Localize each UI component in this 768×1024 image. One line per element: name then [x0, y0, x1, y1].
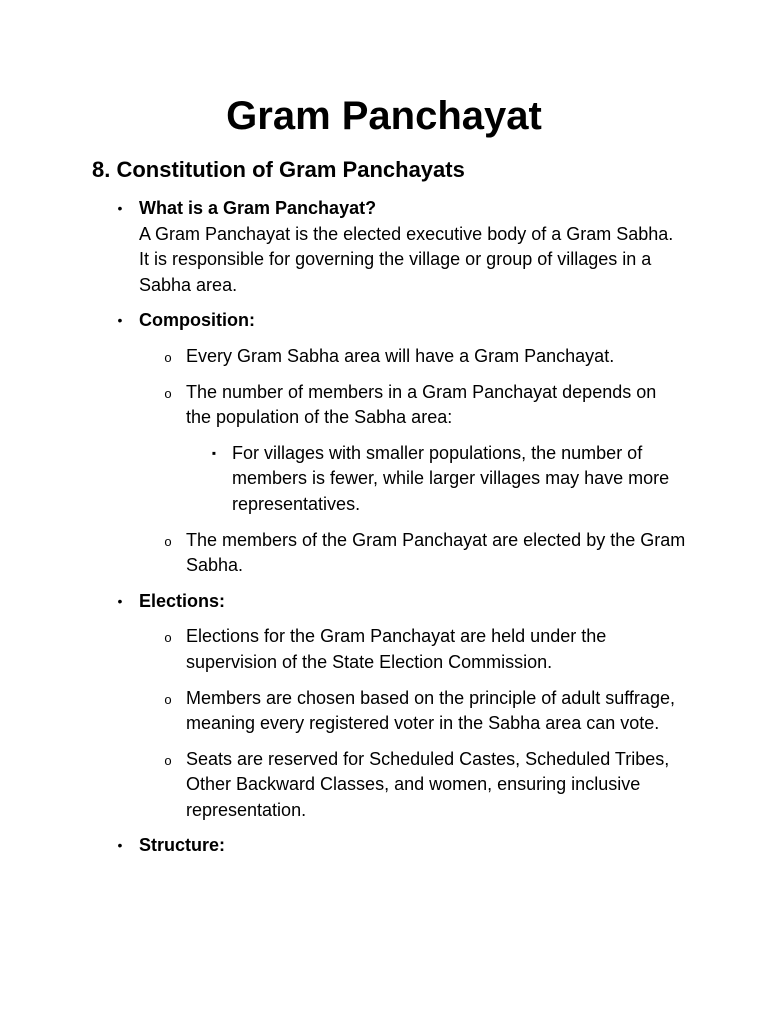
- bullet-icon: •: [117, 312, 123, 329]
- sub-list-item: [164, 624, 686, 675]
- page-title: Gram Panchayat: [226, 94, 542, 138]
- item-label: Composition:: [139, 310, 255, 331]
- item-label: Structure:: [139, 835, 226, 856]
- sub-list-item: [164, 747, 686, 824]
- bullet-icon: •: [117, 837, 123, 854]
- item-label: Elections:: [139, 590, 226, 611]
- sub-item-text: The number of members in a Gram Panchayat depends on the population of the Sabha area:: [186, 381, 657, 428]
- item-label: What is a Gram Panchayat?: [139, 198, 377, 218]
- sub-sub-list-item: [211, 441, 682, 518]
- sub-item-text: Seats are reserved for Scheduled Castes, Scheduled Tribes, Other Backward Classes, and women, ensuring inclusive representation.: [186, 748, 670, 820]
- bullet-icon: •: [117, 592, 123, 609]
- sub-item-text: Every Gram Sabha area will have a Gram Panchayat.: [186, 345, 615, 366]
- hollow-circle-bullet-icon: o: [164, 385, 172, 401]
- list-item-what-is: [117, 196, 684, 298]
- list-item-structure: [117, 833, 684, 859]
- list-item-composition: [117, 308, 684, 334]
- sub-sub-item-text: For villages with smaller populations, the number of members is fewer, while larger villages may have more representatives.: [232, 442, 670, 514]
- hollow-circle-bullet-icon: o: [164, 349, 172, 365]
- item-text: A Gram Panchayat is the elected executive body of a Gram Sabha. It is responsible for governing the village or group of villages in a Sabha area.: [139, 223, 674, 295]
- hollow-circle-bullet-icon: o: [164, 691, 172, 707]
- square-bullet-icon: ▪: [211, 445, 217, 460]
- content-list: [0, 196, 768, 869]
- hollow-circle-bullet-icon: o: [164, 533, 172, 549]
- sub-item-text: The members of the Gram Panchayat are elected by the Gram Sabha.: [186, 529, 686, 576]
- sub-list-item: [164, 380, 686, 431]
- hollow-circle-bullet-icon: o: [164, 630, 172, 646]
- bullet-icon: •: [117, 200, 123, 216]
- hollow-circle-bullet-icon: o: [164, 752, 172, 768]
- sub-item-text: Members are chosen based on the principle of adult suffrage, meaning every registered voter in the Sabha area can vote.: [186, 687, 675, 734]
- list-item-elections: [117, 589, 684, 615]
- sub-item-text: Elections for the Gram Panchayat are held under the supervision of the State Election Commission.: [186, 626, 607, 672]
- sub-list-item: [164, 686, 686, 737]
- sub-list-item: [164, 344, 686, 370]
- sub-list-item: [164, 528, 686, 579]
- section-heading: 8. Constitution of Gram Panchayats: [92, 157, 465, 182]
